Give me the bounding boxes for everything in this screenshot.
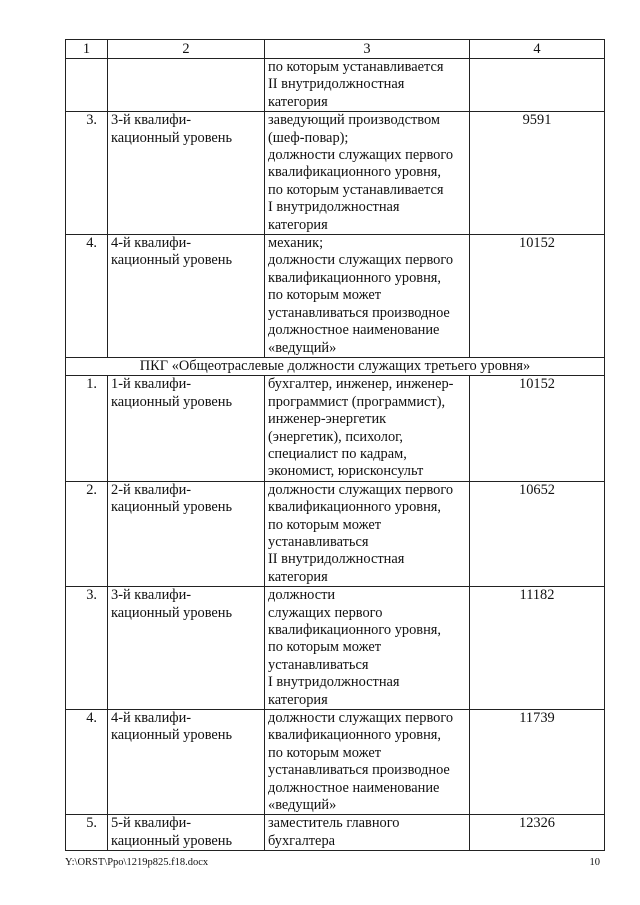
row-number: 3. bbox=[66, 112, 108, 235]
row-number: 4. bbox=[66, 235, 108, 358]
qualification-level-cell bbox=[108, 59, 265, 112]
row-number: 5. bbox=[66, 815, 108, 851]
salary-value: 10152 bbox=[470, 235, 605, 358]
position-line: категория bbox=[268, 568, 328, 585]
qualification-level-line: 4-й квалифи- bbox=[111, 710, 192, 727]
position-line: (шеф-повар); bbox=[268, 129, 349, 146]
position-line: по которым устанавливается bbox=[268, 181, 444, 198]
position-line: должности служащих первого bbox=[268, 147, 454, 164]
positions-cell bbox=[265, 59, 470, 112]
position-line: заместитель главного bbox=[268, 815, 400, 832]
row-number: 4. bbox=[66, 710, 108, 815]
salary-value: 12326 bbox=[470, 815, 605, 851]
position-line: специалист по кадрам, bbox=[268, 445, 407, 462]
row-number: 2. bbox=[66, 481, 108, 586]
positions-cell bbox=[265, 815, 470, 851]
salary-table bbox=[65, 39, 605, 851]
position-line: квалификационного уровня, bbox=[268, 269, 442, 286]
position-line: «ведущий» bbox=[268, 797, 337, 814]
qualification-level-line: 3-й квалифи- bbox=[111, 587, 192, 604]
positions-cell bbox=[265, 112, 470, 235]
table-row bbox=[66, 376, 605, 481]
column-number-3: 3 bbox=[265, 40, 470, 59]
position-line: механик; bbox=[268, 235, 324, 252]
position-line: категория bbox=[268, 216, 328, 233]
salary-value: 10652 bbox=[470, 481, 605, 586]
position-line: должностное наименование bbox=[268, 322, 440, 339]
qualification-level-cell bbox=[108, 112, 265, 235]
positions-cell bbox=[265, 235, 470, 358]
position-line: устанавливаться производное bbox=[268, 304, 450, 321]
table-body bbox=[66, 59, 605, 851]
qualification-level-cell bbox=[108, 587, 265, 710]
qualification-level-line: кационный уровень bbox=[111, 393, 233, 410]
section-title: ПКГ «Общеотраслевые должности служащих третьего уровня» bbox=[66, 357, 605, 375]
qualification-level-line: кационный уровень bbox=[111, 252, 233, 269]
qualification-level-cell bbox=[108, 710, 265, 815]
table-row bbox=[66, 815, 605, 851]
qualification-level-line: кационный уровень bbox=[111, 604, 233, 621]
row-number: 1. bbox=[66, 376, 108, 481]
qualification-level-line: кационный уровень bbox=[111, 832, 233, 849]
position-line: должности служащих первого bbox=[268, 710, 454, 727]
positions-cell bbox=[265, 481, 470, 586]
salary-value: 10152 bbox=[470, 376, 605, 481]
qualification-level-line: 2-й квалифи- bbox=[111, 481, 192, 498]
section-row bbox=[66, 357, 605, 375]
qualification-level-line: кационный уровень bbox=[111, 129, 233, 146]
position-line: устанавливаться bbox=[268, 656, 369, 673]
position-line: II внутридолжностная bbox=[268, 551, 405, 568]
position-line: должности служащих первого bbox=[268, 481, 454, 498]
qualification-level-line: 5-й квалифи- bbox=[111, 815, 192, 832]
qualification-level-cell bbox=[108, 481, 265, 586]
position-line: экономист, юрисконсульт bbox=[268, 463, 424, 480]
qualification-level-line: 1-й квалифи- bbox=[111, 376, 192, 393]
position-line: должностное наименование bbox=[268, 779, 440, 796]
table-row bbox=[66, 587, 605, 710]
footer-file-path: Y:\ORST\Ppo\1219p825.f18.docx bbox=[65, 857, 209, 868]
position-line: по которым может bbox=[268, 639, 381, 656]
position-line: по которым может bbox=[268, 287, 381, 304]
salary-value: 11739 bbox=[470, 710, 605, 815]
table-row bbox=[66, 112, 605, 235]
position-line: должности bbox=[268, 587, 336, 604]
position-line: устанавливаться производное bbox=[268, 762, 450, 779]
positions-cell bbox=[265, 587, 470, 710]
positions-cell bbox=[265, 710, 470, 815]
position-line: служащих первого bbox=[268, 604, 383, 621]
qualification-level-line: кационный уровень bbox=[111, 727, 233, 744]
table-row bbox=[66, 235, 605, 358]
qualification-level-line: кационный уровень bbox=[111, 499, 233, 516]
table-row bbox=[66, 710, 605, 815]
position-line: по которым может bbox=[268, 744, 381, 761]
position-line: бухгалтер, инженер, инженер- bbox=[268, 376, 454, 393]
position-line: должности служащих первого bbox=[268, 252, 454, 269]
qualification-level-line: 4-й квалифи- bbox=[111, 235, 192, 252]
column-number-1: 1 bbox=[66, 40, 108, 59]
qualification-level-cell bbox=[108, 815, 265, 851]
position-line: квалификационного уровня, bbox=[268, 727, 442, 744]
position-line: по которым может bbox=[268, 516, 381, 533]
salary-value bbox=[470, 59, 605, 112]
position-line: заведующий производством bbox=[268, 112, 441, 129]
position-line: квалификационного уровня, bbox=[268, 499, 442, 516]
table-row bbox=[66, 481, 605, 586]
position-line: II внутридолжностная bbox=[268, 76, 405, 93]
salary-value: 9591 bbox=[470, 112, 605, 235]
column-number-2: 2 bbox=[108, 40, 265, 59]
position-line: I внутридолжностная bbox=[268, 674, 400, 691]
page-number: 10 bbox=[589, 857, 600, 868]
column-number-4: 4 bbox=[470, 40, 605, 59]
column-number-row bbox=[66, 40, 605, 59]
position-line: инженер-энергетик bbox=[268, 411, 387, 428]
position-line: устанавливаться bbox=[268, 533, 369, 550]
qualification-level-cell bbox=[108, 235, 265, 358]
row-number: 3. bbox=[66, 587, 108, 710]
position-line: I внутридолжностная bbox=[268, 199, 400, 216]
position-line: по которым устанавливается bbox=[268, 59, 444, 75]
position-line: категория bbox=[268, 691, 328, 708]
position-line: программист (программист), bbox=[268, 393, 446, 410]
row-number bbox=[66, 59, 108, 112]
qualification-level-line: 3-й квалифи- bbox=[111, 112, 192, 129]
positions-cell bbox=[265, 376, 470, 481]
position-line: бухгалтера bbox=[268, 832, 336, 849]
position-line: квалификационного уровня, bbox=[268, 164, 442, 181]
position-line: категория bbox=[268, 93, 328, 110]
salary-value: 11182 bbox=[470, 587, 605, 710]
qualification-level-cell bbox=[108, 376, 265, 481]
table-row bbox=[66, 59, 605, 112]
position-line: (энергетик), психолог, bbox=[268, 428, 404, 445]
position-line: «ведущий» bbox=[268, 339, 337, 356]
position-line: квалификационного уровня, bbox=[268, 622, 442, 638]
